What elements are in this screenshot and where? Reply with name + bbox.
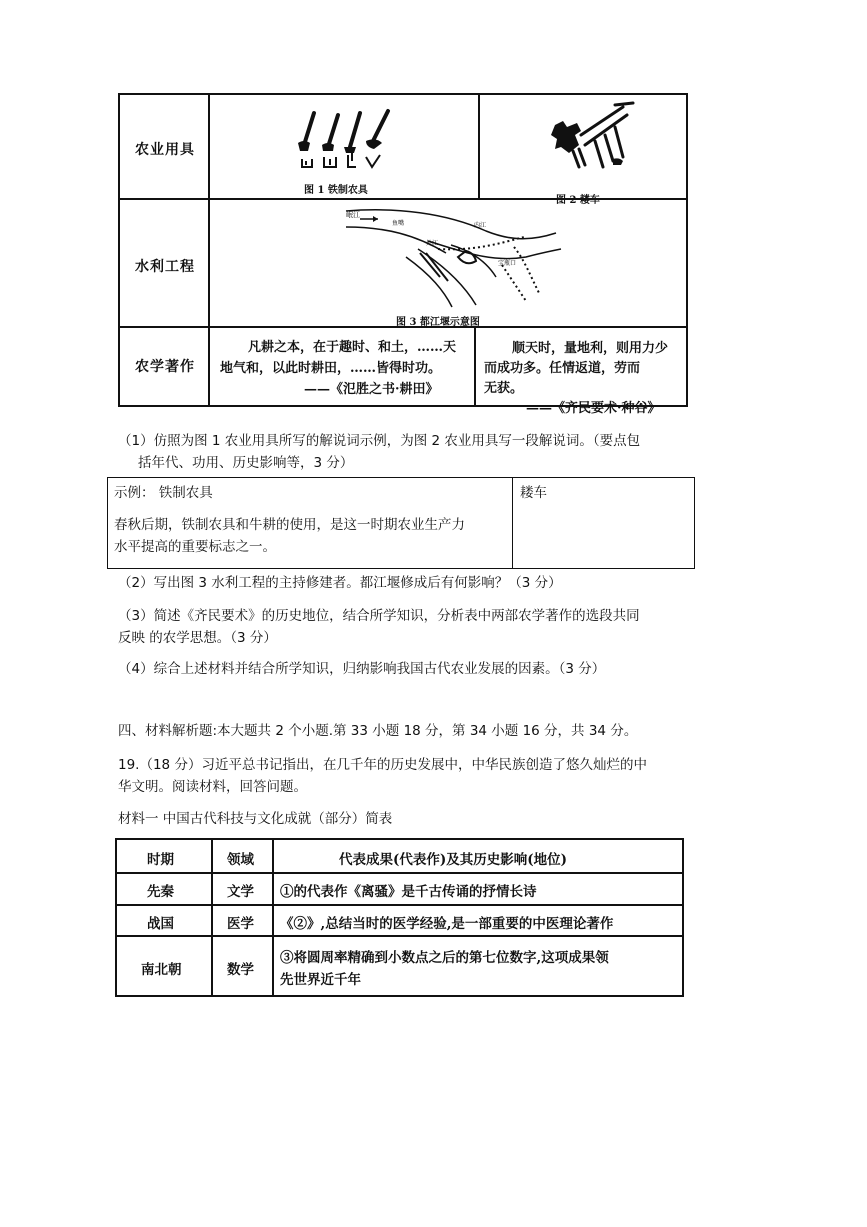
question-4: （4）综合上述材料并结合所学知识，归纳影响我国古代农业发展的因素。（3 分） bbox=[118, 661, 606, 677]
row-content: ③将圆周率精确到小数点之后的第七位数字,这项成果领 bbox=[280, 950, 609, 966]
iron-tools-figure bbox=[296, 107, 406, 173]
question-1 bbox=[118, 430, 698, 474]
map-label-minjiang: 岷江 bbox=[346, 211, 360, 219]
map-label-baopingkou: 宝瓶口 bbox=[498, 260, 517, 267]
question-19 bbox=[118, 754, 647, 798]
map-label-neijiang: 内江 bbox=[474, 222, 487, 229]
example-body bbox=[114, 514, 465, 558]
example-body-line: 水平提高的重要标志之一。 bbox=[114, 539, 276, 555]
map-label-yuzui: 鱼嘴 bbox=[392, 220, 405, 227]
header-period: 时期 bbox=[147, 852, 174, 868]
quote-right-source: ——《齐民要术·种谷》 bbox=[526, 401, 661, 416]
row-field: 数学 bbox=[227, 962, 254, 978]
material-1-title: 材料一 中国古代科技与文化成就（部分）简表 bbox=[118, 811, 393, 827]
row-field: 医学 bbox=[227, 916, 254, 932]
row-content: 《②》,总结当时的医学经验,是一部重要的中医理论著作 bbox=[280, 916, 614, 932]
example-head: 示例： 铁制农具 bbox=[114, 485, 213, 501]
agriculture-table bbox=[118, 93, 688, 416]
question-19-line: 华文明。阅读材料，回答问题。 bbox=[118, 779, 307, 795]
quote-right-line: 顺天时，量地利，则用力少 bbox=[512, 341, 669, 356]
example-body-line: 春秋后期，铁制农具和牛耕的使用，是这一时期农业生产力 bbox=[114, 517, 465, 533]
question-1-line: （1）仿照为图 1 农业用具所写的解说词示例，为图 2 农业用具写一段解说词。（要点包 bbox=[118, 433, 641, 449]
row-content: 先世界近千年 bbox=[280, 972, 361, 988]
quote-left-line: 凡耕之本，在于趣时、和土，……天 bbox=[248, 340, 457, 355]
question-3 bbox=[118, 605, 640, 649]
fig1-caption: 图 1 铁制农具 bbox=[304, 185, 368, 196]
answer-head-louche: 耧车 bbox=[520, 485, 547, 501]
section-heading: 四、材料解析题:本大题共 2 个小题.第 33 小题 18 分，第 34 小题 16 分，共 34 分。 bbox=[118, 723, 638, 739]
quote-left-source: ——《氾胜之书·耕田》 bbox=[304, 382, 439, 397]
quote-qiminyaoshu bbox=[484, 339, 684, 419]
row-label-irrigation: 水利工程 bbox=[135, 259, 195, 275]
fig2-caption: 图 2 耧车 bbox=[556, 195, 600, 206]
row-label-tools: 农业用具 bbox=[135, 142, 195, 158]
quote-right-line: 无获。 bbox=[484, 381, 524, 396]
quote-right-line: 而成功多。任情返道，劳而 bbox=[484, 361, 641, 376]
question-3-line: （3）简述《齐民要术》的历史地位，结合所学知识，分析表中两部农学著作的选段共同 bbox=[118, 608, 640, 624]
row-period: 南北朝 bbox=[141, 962, 182, 978]
header-content: 代表成果(代表作)及其历史影响(地位) bbox=[339, 852, 568, 868]
header-field: 领域 bbox=[227, 852, 254, 868]
quote-left-line: 地气和，以此时耕田，……皆得时功。 bbox=[220, 361, 442, 376]
question-19-line: 19.（18 分）习近平总书记指出，在几千年的历史发展中，中华民族创造了悠久灿烂的中 bbox=[118, 757, 647, 773]
seed-drill-figure bbox=[545, 101, 645, 181]
dujiangyan-map bbox=[326, 205, 566, 309]
map-label-waijiang: 外江 bbox=[426, 240, 439, 247]
fig3-caption: 图 3 都江堰示意图 bbox=[396, 317, 480, 328]
example-table bbox=[107, 477, 695, 569]
question-2: （2）写出图 3 水利工程的主持修建者。都江堰修成后有何影响？（3 分） bbox=[118, 575, 562, 591]
row-period: 先秦 bbox=[147, 884, 174, 900]
row-content: ①的代表作《离骚》是千古传诵的抒情长诗 bbox=[280, 884, 537, 900]
row-period: 战国 bbox=[147, 916, 174, 932]
row-label-books: 农学著作 bbox=[135, 359, 195, 375]
row-field: 文学 bbox=[227, 884, 254, 900]
quote-fanshengzhi bbox=[220, 337, 472, 400]
question-3-line: 反映 的农学思想。（3 分） bbox=[118, 630, 277, 646]
question-1-line: 括年代、功用、历史影响等，3 分） bbox=[138, 455, 354, 471]
achievements-table bbox=[115, 838, 684, 997]
